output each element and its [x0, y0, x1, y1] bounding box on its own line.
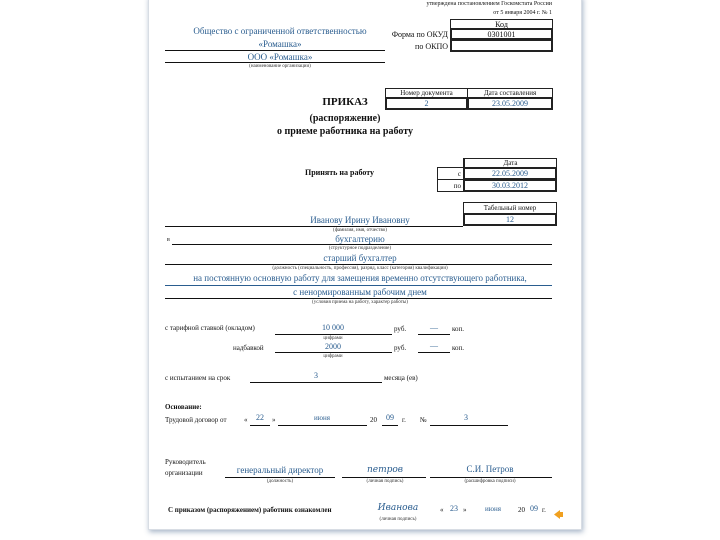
probation-unit: месяца (ев) — [384, 374, 418, 382]
contract-day: 22 — [256, 413, 264, 422]
head-position-caption: (должность) — [266, 479, 294, 484]
tab-number-label: Табельный номер — [463, 202, 557, 214]
contract-label: Трудовой договор от — [165, 416, 227, 424]
ack-year: 09 — [530, 504, 538, 513]
divider — [342, 477, 426, 478]
employee-name: Иванову Ирину Ивановну — [310, 215, 410, 225]
doc-date: 23.05.2009 — [467, 97, 553, 110]
probation-label: с испытанием на срок — [165, 374, 231, 382]
ack-signature-caption: (личная подпись) — [379, 517, 417, 522]
back-arrow-icon[interactable] — [553, 506, 563, 515]
doc-date-label: Дата составления — [467, 88, 553, 98]
divider — [430, 425, 508, 426]
okpo-label: по ОКПО — [415, 42, 448, 51]
rub-label: руб. — [394, 344, 407, 352]
bonus-label: надбавкой — [233, 344, 264, 352]
bonus-value: 2000 — [325, 342, 341, 351]
from-label: с — [437, 167, 464, 180]
bonus-kop: — — [430, 341, 438, 350]
divider — [250, 425, 270, 426]
divider — [165, 285, 552, 286]
divider — [275, 334, 392, 335]
name-caption: (фамилия, имя, отчество) — [333, 228, 387, 233]
in-label: в — [167, 237, 170, 243]
quote-open: « — [440, 506, 444, 514]
okud-value: 0301001 — [450, 28, 553, 40]
org-caption: (наименование организации) — [249, 64, 311, 69]
to-label: по — [437, 179, 464, 192]
divider — [165, 50, 385, 51]
ack-year-suffix: г. — [542, 506, 546, 514]
head-signature-caption: (личная подпись) — [366, 479, 404, 484]
title-line3: о приеме работника на работу — [277, 126, 413, 137]
divider — [165, 62, 385, 63]
head-label-2: организации — [165, 469, 203, 477]
head-position: генеральный директор — [236, 465, 324, 475]
department: бухгалтерию — [335, 234, 385, 244]
conditions-caption: (условия приема на работу, характер работы) — [312, 300, 408, 305]
ack-label: С приказом (распоряжением) работник ознакомлен — [168, 506, 332, 514]
quote-close: » — [272, 416, 276, 424]
codes-header: Код — [450, 19, 553, 29]
quote-open: « — [244, 416, 248, 424]
quote-close: » — [463, 506, 467, 514]
contract-number: 3 — [464, 413, 468, 422]
ack-day: 23 — [450, 504, 458, 513]
org-short-name: ООО «Ромашка» — [247, 52, 313, 62]
hire-from-date: 22.05.2009 — [463, 167, 557, 180]
approval-line2: от 5 января 2004 г. № 1 — [493, 10, 552, 16]
position-caption: (должность (специальность, профессия), разряд, класс (категория) квалификации) — [272, 266, 448, 271]
divider — [418, 334, 450, 335]
divider — [430, 477, 552, 478]
divider — [382, 425, 398, 426]
title-line2: (распоряжение) — [309, 113, 381, 124]
title-line1: ПРИКАЗ — [322, 96, 368, 108]
tab-number: 12 — [463, 213, 557, 226]
position: старший бухгалтер — [323, 253, 397, 263]
conditions-2: с ненормированным рабочим днем — [293, 287, 427, 297]
kop-label: коп. — [452, 325, 465, 333]
rate-kop: — — [430, 323, 438, 332]
rate-value: 10 000 — [322, 323, 344, 332]
conditions-1: на постоянную основную работу для замещения временно отсутствующего работника, — [193, 273, 527, 283]
rub-label: руб. — [394, 325, 407, 333]
date-header: Дата — [463, 158, 557, 168]
doc-number: 2 — [385, 97, 468, 110]
head-name-caption: (расшифровка подписи) — [464, 479, 516, 484]
contract-month: июня — [314, 414, 330, 422]
rate-digits-caption: цифрами — [323, 336, 343, 341]
divider — [165, 298, 552, 299]
hire-label: Принять на работу — [305, 168, 375, 177]
probation-value: 3 — [314, 371, 318, 380]
divider — [225, 477, 335, 478]
bonus-digits-caption: цифрами — [323, 354, 343, 359]
head-label-1: Руководитель — [165, 458, 206, 466]
ack-month: июня — [485, 505, 501, 513]
basis-label: Основание: — [165, 403, 202, 411]
ack-year-prefix: 20 — [518, 506, 525, 514]
divider — [172, 244, 552, 245]
divider — [278, 425, 367, 426]
okud-label: Форма по ОКУД — [391, 30, 448, 39]
divider — [165, 226, 463, 227]
divider — [165, 264, 552, 265]
divider — [418, 352, 450, 353]
org-full-name-2: «Ромашка» — [258, 39, 302, 49]
approval-line1: утверждена постановлением Госкомстата России — [426, 1, 552, 7]
divider — [275, 352, 392, 353]
contract-year: 09 — [386, 413, 394, 422]
divider — [250, 382, 382, 383]
department-caption: (структурное подразделение) — [328, 246, 392, 251]
okpo-value — [450, 39, 553, 52]
kop-label: коп. — [452, 344, 465, 352]
head-name: С.И. Петров — [466, 464, 514, 474]
year-suffix: г. — [402, 416, 406, 424]
number-label: № — [420, 416, 427, 424]
org-full-name-1: Общество с ограниченной ответственностью — [193, 26, 367, 36]
document-page — [148, 0, 582, 530]
head-signature: петров — [366, 465, 404, 475]
hire-to-date: 30.03.2012 — [463, 179, 557, 192]
year-prefix: 20 — [370, 416, 377, 424]
doc-number-label: Номер документа — [385, 88, 468, 98]
rate-label: с тарифной ставкой (окладом) — [165, 324, 255, 332]
ack-signature: Иванова — [377, 503, 419, 513]
